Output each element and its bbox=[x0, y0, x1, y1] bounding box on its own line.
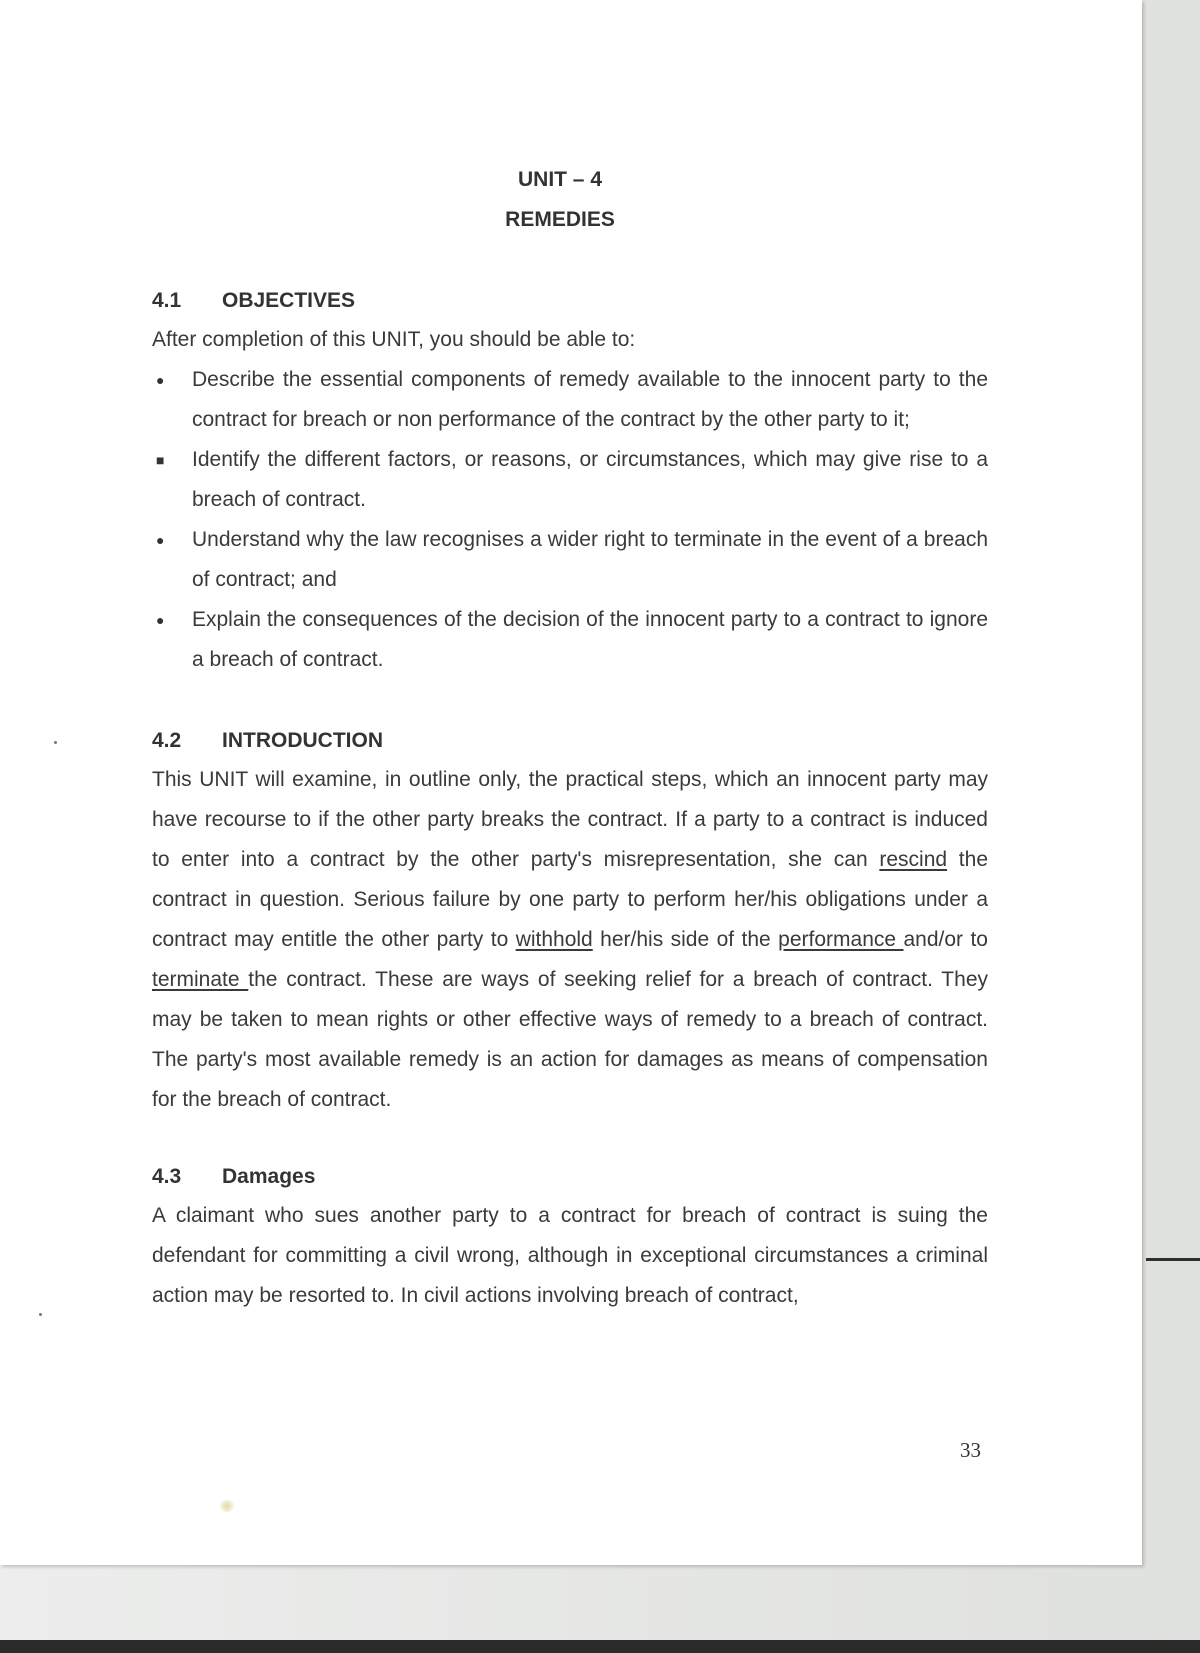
introduction-heading bbox=[152, 722, 988, 760]
objective-item bbox=[152, 520, 988, 600]
unit-title: UNIT – 4 bbox=[517, 168, 603, 191]
underlined-term: rescind bbox=[879, 848, 948, 871]
section-number: 4.2 bbox=[152, 729, 182, 752]
objective-item bbox=[152, 440, 988, 520]
objective-text: Identify the different factors, or reasons, or circumstances, which may give rise to a breach of contract. bbox=[192, 448, 988, 511]
text-run: the contract. These are ways of seeking relief for a breach of contract. They may be taken to mean rights or other effective ways of remedy to a breach of contract. The party's most available remedy is an action for damages as means of compensation for the breach of contract. bbox=[152, 968, 988, 1111]
section-number: 4.3 bbox=[152, 1165, 182, 1188]
scanner-edge-line bbox=[1146, 1258, 1200, 1261]
speck bbox=[54, 741, 57, 744]
section-title: OBJECTIVES bbox=[222, 289, 356, 312]
objectives-heading bbox=[152, 282, 988, 320]
underlined-term: withhold bbox=[515, 928, 593, 951]
objectives-list bbox=[152, 360, 988, 680]
smudge-mark bbox=[220, 1500, 234, 1512]
introduction-paragraph bbox=[152, 760, 988, 1120]
bullet-icon: ■ bbox=[156, 452, 165, 468]
objectives-intro: After completion of this UNIT, you should be able to: bbox=[152, 328, 636, 351]
page-number: 33 bbox=[960, 1438, 981, 1462]
text-run: her/his side of the bbox=[592, 928, 779, 951]
section-title: INTRODUCTION bbox=[222, 729, 383, 752]
scanner-bottom-strip bbox=[0, 1640, 1200, 1653]
objective-text: Understand why the law recognises a wider right to terminate in the event of a breach of contract; and bbox=[192, 528, 988, 591]
underlined-term: terminate bbox=[152, 968, 249, 991]
speck bbox=[39, 1313, 42, 1316]
bullet-icon: ● bbox=[156, 372, 165, 388]
damages-paragraph: A claimant who sues another party to a contract for breach of contract is suing the defendant for committing a civil wrong, although in exceptional circumstances a criminal action may be resorted to. In civil actions involving breach of contract, bbox=[152, 1204, 988, 1307]
text-run: the contract in question. Serious failure by one party to perform her/his obligations under a contract may entitle the other party to bbox=[152, 848, 988, 951]
text-run: and/or to bbox=[903, 928, 988, 951]
damages-heading bbox=[152, 1158, 988, 1196]
objective-item bbox=[152, 600, 988, 680]
bullet-icon: ● bbox=[156, 532, 165, 548]
objective-text: Describe the essential components of remedy available to the innocent party to the contract for breach or non performance of the contract by the other party to it; bbox=[192, 368, 988, 431]
unit-subtitle: REMEDIES bbox=[505, 208, 615, 231]
underlined-term: performance bbox=[778, 928, 904, 951]
bullet-icon: ● bbox=[156, 612, 165, 628]
objective-item bbox=[152, 360, 988, 440]
section-title: Damages bbox=[222, 1165, 316, 1188]
section-number: 4.1 bbox=[152, 289, 182, 312]
text-run: This UNIT will examine, in outline only, the practical steps, which an innocent party may have recourse to if the other party breaks the contract. If a party to a contract is induced to enter into a contract by the other party's misrepresentation, she can bbox=[152, 768, 988, 871]
objective-text: Explain the consequences of the decision of the innocent party to a contract to ignore a breach of contract. bbox=[192, 608, 988, 671]
document-content bbox=[152, 160, 988, 1316]
